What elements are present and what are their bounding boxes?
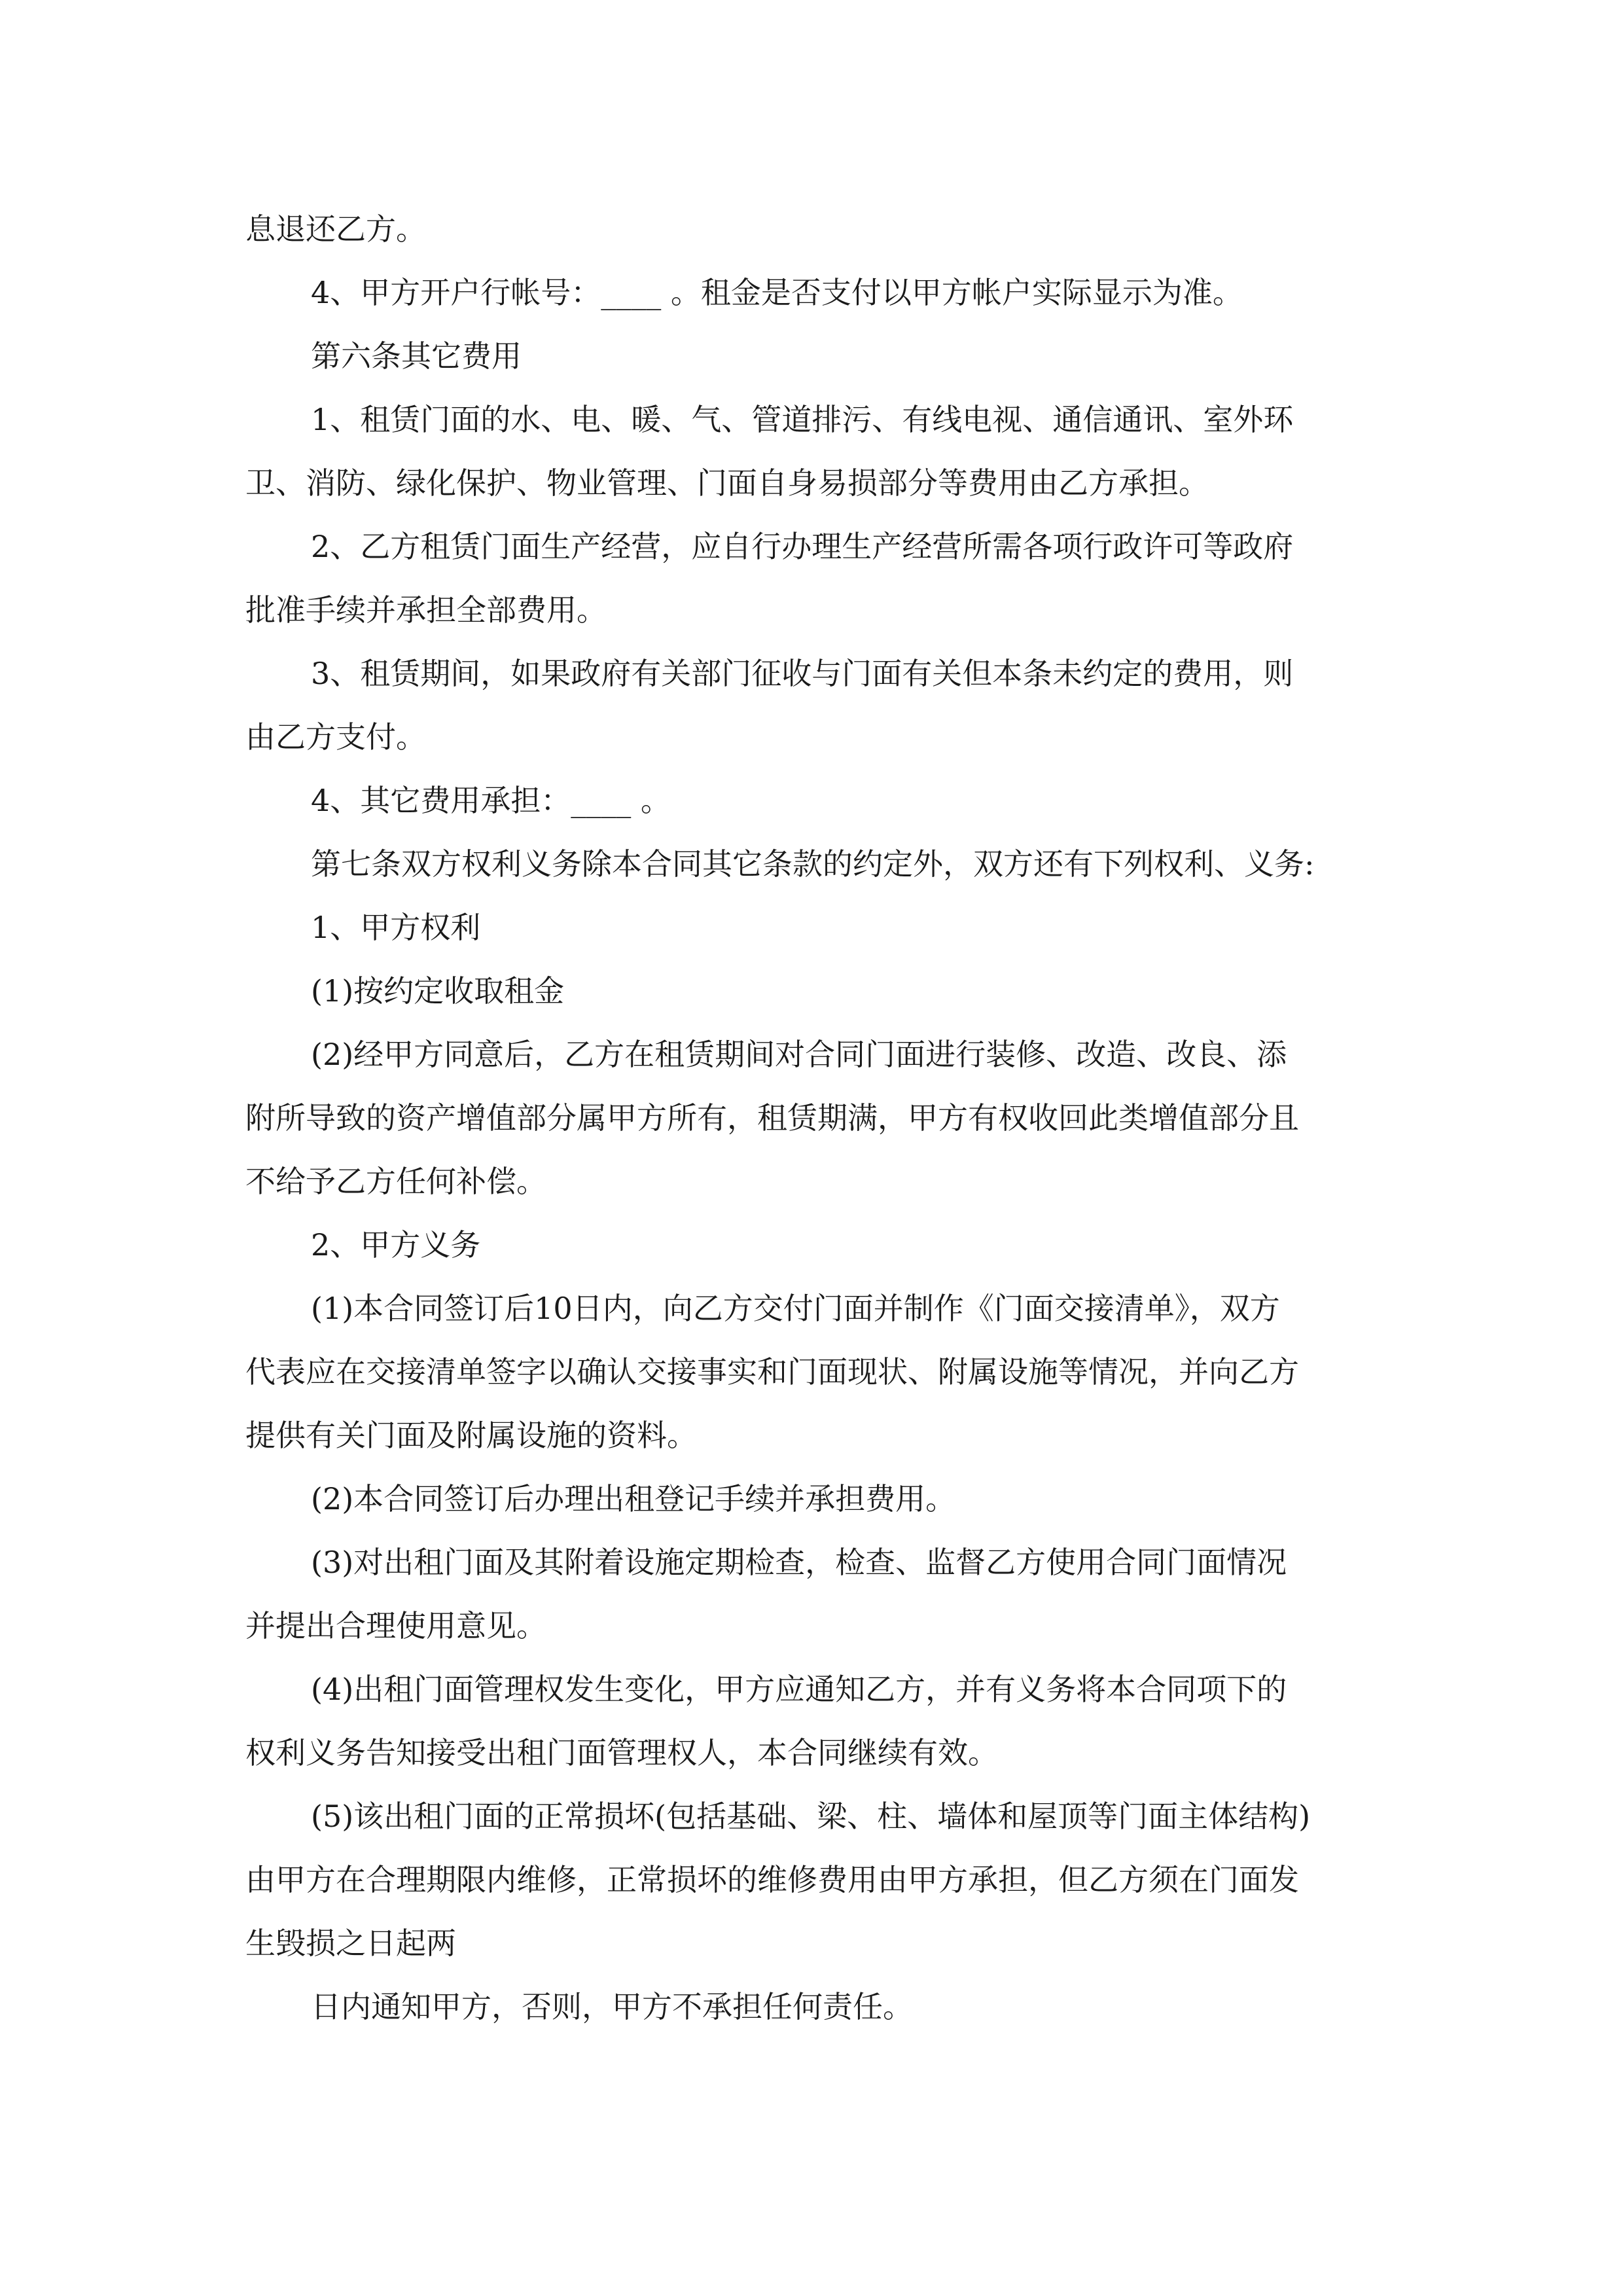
text-line: 1、甲方权利: [311, 910, 481, 945]
section-heading: 第七条双方权利义务除本合同其它条款的约定外，双方还有下列权利、义务:: [311, 846, 1315, 882]
text-line: (1)按约定收取租金: [311, 973, 565, 1009]
text-line: 1、租赁门面的水、电、暖、气、管道排污、有线电视、通信通讯、室外环: [311, 402, 1294, 437]
text-line: 不给予乙方任何补偿。: [245, 1164, 546, 1199]
text-line: 日内通知甲方，否则，甲方不承担任何责任。: [311, 1989, 913, 2024]
text-line: 2、甲方义务: [311, 1227, 481, 1263]
text-line: (3)对出租门面及其附着设施定期检查，检查、监督乙方使用合同门面情况: [311, 1545, 1287, 1580]
text-line: 批准手续并承担全部费用。: [245, 592, 607, 628]
text-line: 由甲方在合理期限内维修，正常损坏的维修费用由甲方承担，但乙方须在门面发: [245, 1862, 1299, 1897]
text-line: (1)本合同签订后10日内，向乙方交付门面并制作《门面交接清单》，双方: [311, 1291, 1280, 1326]
text-line: 4、甲方开户行帐号：____ 。租金是否支付以甲方帐户实际显示为准。: [311, 275, 1243, 310]
text-line: 代表应在交接清单签字以确认交接事实和门面现状、附属设施等情况，并向乙方: [245, 1354, 1299, 1390]
text-line: 由乙方支付。: [245, 719, 426, 755]
text-line: 附所导致的资产增值部分属甲方所有，租赁期满，甲方有权收回此类增值部分且: [245, 1100, 1299, 1136]
text-line: 并提出合理使用意见。: [245, 1608, 546, 1643]
text-line: 权利义务告知接受出租门面管理权人，本合同继续有效。: [245, 1735, 998, 1770]
text-line: 3、租赁期间，如果政府有关部门征收与门面有关但本条未约定的费用，则: [311, 656, 1294, 691]
text-line: 2、乙方租赁门面生产经营，应自行办理生产经营所需各项行政许可等政府: [311, 529, 1294, 564]
text-line: 提供有关门面及附属设施的资料。: [245, 1418, 697, 1453]
text-line: (5)该出租门面的正常损坏(包括基础、梁、柱、墙体和屋顶等门面主体结构): [311, 1799, 1311, 1834]
text-line: 息退还乙方。: [245, 211, 426, 247]
text-line: (4)出租门面管理权发生变化，甲方应通知乙方，并有义务将本合同项下的: [311, 1672, 1287, 1707]
text-line: 卫、消防、绿化保护、物业管理、门面自身易损部分等费用由乙方承担。: [245, 465, 1209, 501]
text-line: (2)经甲方同意后，乙方在租赁期间对合同门面进行装修、改造、改良、添: [311, 1037, 1287, 1072]
section-heading: 第六条其它费用: [311, 338, 522, 374]
text-line: 4、其它费用承担：____ 。: [311, 783, 671, 818]
text-line: (2)本合同签订后办理出租登记手续并承担费用。: [311, 1481, 956, 1516]
text-line: 生毁损之日起两: [245, 1926, 456, 1961]
